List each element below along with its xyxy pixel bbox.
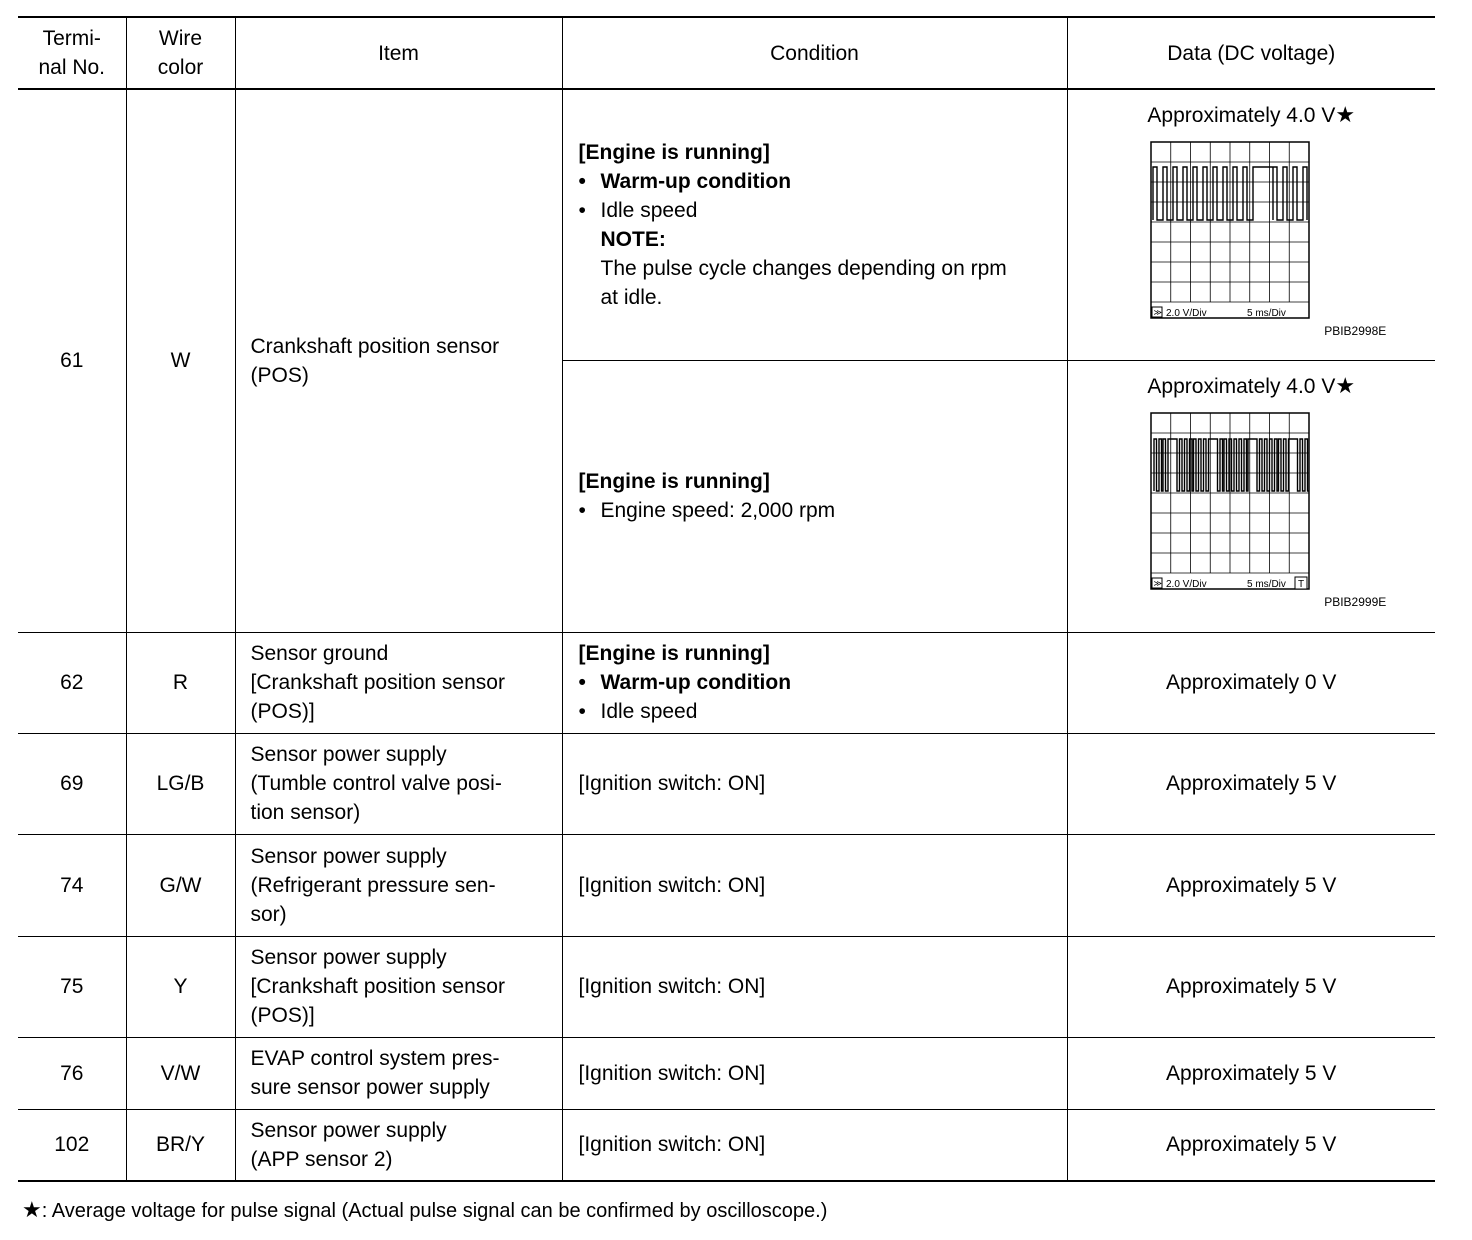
wire-cell: Y — [126, 936, 235, 1037]
item-cell: Sensor power supply [Crankshaft position sensor (POS)] — [235, 936, 562, 1037]
star-icon: ★ — [1335, 102, 1356, 127]
wire-cell: LG/B — [126, 733, 235, 834]
terminal-cell: 62 — [18, 632, 126, 733]
condition-cell — [562, 89, 1067, 360]
oscilloscope-figure — [1116, 409, 1386, 609]
data-cell: Approximately 5 V — [1067, 834, 1435, 936]
data-cell: Approximately 5 V — [1067, 1037, 1435, 1109]
oscilloscope-graph — [1116, 409, 1386, 609]
star-icon: ★ — [22, 1197, 42, 1222]
oscilloscope-figure — [1116, 138, 1386, 338]
condition-bullet: • Idle speed — [578, 198, 698, 222]
scope-channel-icon: ≫ — [1153, 308, 1163, 317]
table-row — [18, 936, 1435, 1037]
terminal-cell: 69 — [18, 733, 126, 834]
header-item: Item — [235, 17, 562, 89]
footnote-text: : Average voltage for pulse signal (Actual pulse signal can be confirmed by oscilloscope.) — [41, 1200, 828, 1222]
condition-cell: [Ignition switch: ON] — [562, 834, 1067, 936]
table-row — [18, 1037, 1435, 1109]
item-cell: Sensor power supply (Tumble control valve posi- tion sensor) — [235, 733, 562, 834]
scope-tdiv-label: 5 ms/Div — [1247, 308, 1287, 319]
data-cell: Approximately 5 V — [1067, 733, 1435, 834]
oscilloscope-graph — [1116, 138, 1386, 338]
table-row — [18, 632, 1435, 733]
item-cell: EVAP control system pres- sure sensor power supply — [235, 1037, 562, 1109]
scope-waveform — [1154, 439, 1309, 491]
condition-heading: [Engine is running] — [578, 140, 770, 164]
footnote — [22, 1196, 827, 1225]
condition-bullet: • Warm-up condition — [578, 169, 792, 193]
condition-cell: [Ignition switch: ON] — [562, 1037, 1067, 1109]
header-terminal: Termi- nal No. — [18, 17, 126, 89]
condition-cell — [562, 632, 1067, 733]
table-row — [18, 834, 1435, 936]
header-row — [18, 17, 1435, 89]
item-cell: Sensor ground [Crankshaft position sensor (POS)] — [235, 632, 562, 733]
terminal-cell: 76 — [18, 1037, 126, 1109]
item-cell: Sensor power supply (Refrigerant pressure sen- sor) — [235, 834, 562, 936]
header-wire-color: Wire color — [126, 17, 235, 89]
wire-cell: W — [126, 89, 235, 632]
condition-bullet: • Idle speed — [578, 700, 698, 723]
scope-channel-icon: ≫ — [1153, 578, 1163, 588]
terminal-cell: 61 — [18, 89, 126, 632]
wire-cell: R — [126, 632, 235, 733]
figure-code: PBIB2999E — [1324, 594, 1387, 609]
note-label: NOTE: — [600, 227, 666, 251]
scope-tdiv-label: 5 ms/Div — [1247, 578, 1287, 590]
item-cell: Sensor power supply (APP sensor 2) — [235, 1109, 562, 1181]
condition-cell: [Ignition switch: ON] — [562, 733, 1067, 834]
table-row — [18, 89, 1435, 360]
scope-trigger-icon: T — [1298, 578, 1305, 590]
terminal-cell: 74 — [18, 834, 126, 936]
terminal-cell: 75 — [18, 936, 126, 1037]
note-text: The pulse cycle changes depending on rpm at idle. — [600, 256, 1007, 309]
terminal-spec-table — [18, 16, 1435, 1182]
scope-vdiv-label: 2.0 V/Div — [1166, 578, 1207, 590]
terminal-cell: 102 — [18, 1109, 126, 1181]
condition-cell: [Ignition switch: ON] — [562, 936, 1067, 1037]
table-row — [18, 1109, 1435, 1181]
data-cell — [1067, 360, 1435, 632]
star-icon: ★ — [1335, 372, 1356, 398]
wire-cell: G/W — [126, 834, 235, 936]
data-cell: Approximately 5 V — [1067, 1109, 1435, 1181]
data-cell — [1067, 89, 1435, 360]
wire-cell: V/W — [126, 1037, 235, 1109]
figure-code: PBIB2998E — [1324, 324, 1387, 338]
condition-cell — [562, 360, 1067, 632]
table-row — [18, 733, 1435, 834]
header-data: Data (DC voltage) — [1067, 17, 1435, 89]
condition-heading: [Engine is running] — [578, 470, 770, 493]
item-cell: Crankshaft position sensor (POS) — [235, 89, 562, 632]
wire-cell: BR/Y — [126, 1109, 235, 1181]
condition-cell: [Ignition switch: ON] — [562, 1109, 1067, 1181]
data-cell: Approximately 5 V — [1067, 936, 1435, 1037]
voltage-value: Approximately 4.0 V★ — [1147, 102, 1356, 127]
voltage-value: Approximately 4.0 V★ — [1147, 372, 1356, 398]
header-condition: Condition — [562, 17, 1067, 89]
scope-vdiv-label: 2.0 V/Div — [1166, 308, 1207, 319]
condition-bullet: • Engine speed: 2,000 rpm — [578, 499, 836, 522]
condition-heading: [Engine is running] — [578, 642, 770, 665]
data-cell: Approximately 0 V — [1067, 632, 1435, 733]
condition-bullet: • Warm-up condition — [578, 671, 792, 694]
